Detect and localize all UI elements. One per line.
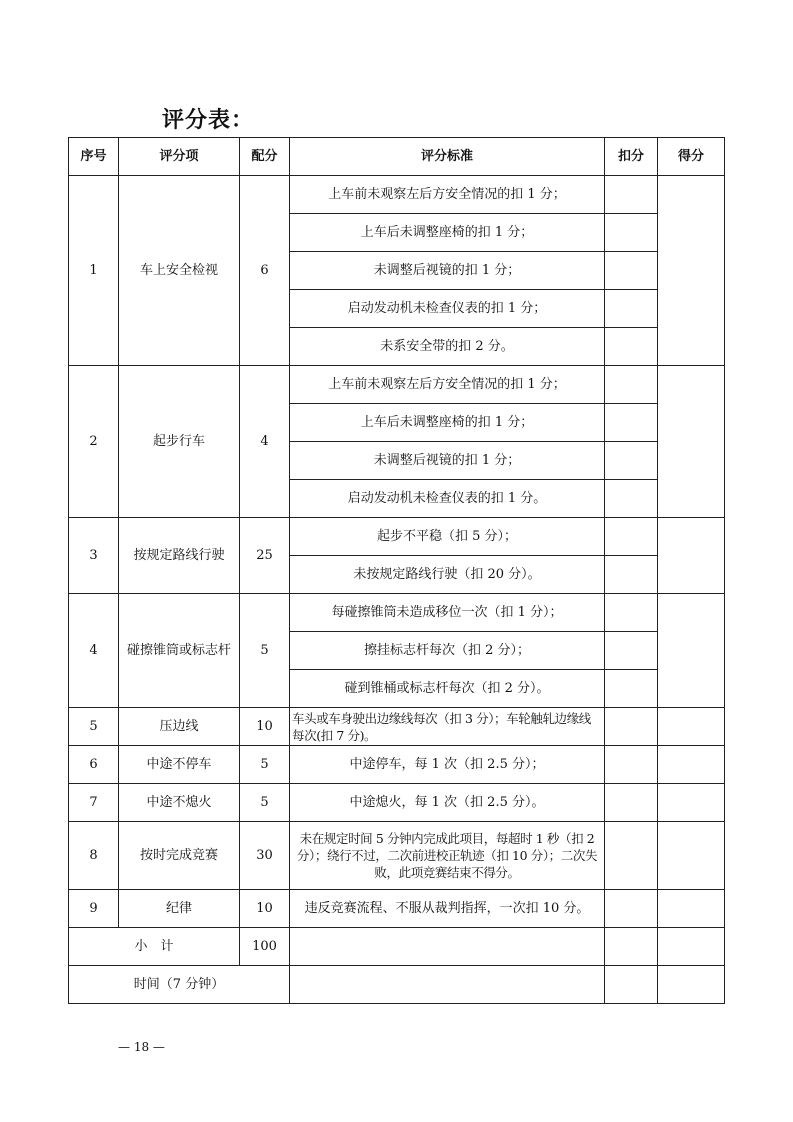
subtotal-label: 小 计 (69, 928, 240, 966)
points-cell: 10 (240, 708, 290, 746)
header-score: 得分 (658, 138, 725, 176)
table-row (69, 518, 725, 556)
points-cell: 5 (240, 594, 290, 708)
item-cell: 车上安全检视 (119, 176, 240, 366)
subtotal-deduction-cell[interactable] (605, 928, 658, 966)
score-cell[interactable] (658, 708, 725, 746)
score-cell[interactable] (658, 176, 725, 366)
criteria-cell: 碰到锥桶或标志杆每次（扣 2 分）。 (290, 670, 605, 708)
criteria-cell: 中途熄火，每 1 次（扣 2.5 分）。 (290, 784, 605, 822)
criteria-cell: 未调整后视镜的扣 1 分； (290, 252, 605, 290)
seq-cell: 4 (69, 594, 119, 708)
criteria-cell: 起步不平稳（扣 5 分）； (290, 518, 605, 556)
score-cell[interactable] (658, 890, 725, 928)
seq-cell: 9 (69, 890, 119, 928)
criteria-cell: 上车前未观察左后方安全情况的扣 1 分； (290, 366, 605, 404)
subtotal-score-cell[interactable] (658, 928, 725, 966)
header-deduction: 扣分 (605, 138, 658, 176)
seq-cell: 8 (69, 822, 119, 890)
time-deduction-cell[interactable] (605, 966, 658, 1004)
criteria-cell: 上车后未调整座椅的扣 1 分； (290, 404, 605, 442)
deduction-cell[interactable] (605, 328, 658, 366)
score-table (68, 137, 725, 1004)
points-cell: 4 (240, 366, 290, 518)
table-row (69, 594, 725, 632)
score-cell[interactable] (658, 746, 725, 784)
page-title: 评分表： (162, 108, 255, 133)
deduction-cell[interactable] (605, 404, 658, 442)
points-cell: 6 (240, 176, 290, 366)
criteria-cell: 上车后未调整座椅的扣 1 分； (290, 214, 605, 252)
criteria-cell: 违反竞赛流程、不服从裁判指挥，一次扣 10 分。 (290, 890, 605, 928)
score-cell[interactable] (658, 518, 725, 594)
item-cell: 按规定路线行驶 (119, 518, 240, 594)
seq-cell: 6 (69, 746, 119, 784)
points-cell: 5 (240, 784, 290, 822)
table-row (69, 746, 725, 784)
item-cell: 中途不熄火 (119, 784, 240, 822)
item-cell: 纪律 (119, 890, 240, 928)
deduction-cell[interactable] (605, 214, 658, 252)
item-cell: 起步行车 (119, 366, 240, 518)
item-cell: 按时完成竞赛 (119, 822, 240, 890)
deduction-cell[interactable] (605, 290, 658, 328)
criteria-cell: 启动发动机未检查仪表的扣 1 分。 (290, 480, 605, 518)
seq-cell: 3 (69, 518, 119, 594)
score-cell[interactable] (658, 784, 725, 822)
header-points: 配分 (240, 138, 290, 176)
header-row (69, 138, 725, 176)
points-cell: 25 (240, 518, 290, 594)
criteria-cell: 擦挂标志杆每次（扣 2 分）； (290, 632, 605, 670)
header-seq: 序号 (69, 138, 119, 176)
deduction-cell[interactable] (605, 442, 658, 480)
table-row (69, 784, 725, 822)
criteria-cell: 上车前未观察左后方安全情况的扣 1 分； (290, 176, 605, 214)
deduction-cell[interactable] (605, 784, 658, 822)
score-cell[interactable] (658, 594, 725, 708)
item-cell: 中途不停车 (119, 746, 240, 784)
criteria-cell: 未在规定时间 5 分钟内完成此项目，每超时 1 秒（扣 2 分）；绕行不过，二次前进校正轨迹（扣 10 分）；二次失败，此项竞赛结束不得分。 (290, 822, 605, 890)
seq-cell: 5 (69, 708, 119, 746)
points-cell: 5 (240, 746, 290, 784)
criteria-cell: 启动发动机未检查仪表的扣 1 分； (290, 290, 605, 328)
deduction-cell[interactable] (605, 670, 658, 708)
deduction-cell[interactable] (605, 746, 658, 784)
table-row (69, 708, 725, 746)
table-row (69, 176, 725, 214)
criteria-cell: 每碰擦锥筒未造成移位一次（扣 1 分）； (290, 594, 605, 632)
deduction-cell[interactable] (605, 556, 658, 594)
seq-cell: 2 (69, 366, 119, 518)
points-cell: 10 (240, 890, 290, 928)
points-cell: 30 (240, 822, 290, 890)
deduction-cell[interactable] (605, 252, 658, 290)
time-score-cell[interactable] (658, 966, 725, 1004)
time-label: 时间（7 分钟） (69, 966, 290, 1004)
subtotal-row (69, 928, 725, 966)
subtotal-points: 100 (240, 928, 290, 966)
deduction-cell[interactable] (605, 890, 658, 928)
table-row (69, 366, 725, 404)
criteria-cell: 中途停车，每 1 次（扣 2.5 分）； (290, 746, 605, 784)
time-criteria-cell (290, 966, 605, 1004)
criteria-cell: 未系安全带的扣 2 分。 (290, 328, 605, 366)
deduction-cell[interactable] (605, 480, 658, 518)
seq-cell: 7 (69, 784, 119, 822)
criteria-cell: 未调整后视镜的扣 1 分； (290, 442, 605, 480)
header-criteria: 评分标准 (290, 138, 605, 176)
page-number: — 18 — (118, 1040, 165, 1054)
subtotal-criteria-cell (290, 928, 605, 966)
criteria-cell: 车头或车身驶出边缘线每次（扣 3 分）；车轮触轧边缘线每次(扣 7 分)。 (290, 708, 605, 746)
table-row (69, 890, 725, 928)
score-cell[interactable] (658, 822, 725, 890)
item-cell: 碰擦锥筒或标志杆 (119, 594, 240, 708)
seq-cell: 1 (69, 176, 119, 366)
criteria-cell: 未按规定路线行驶（扣 20 分）。 (290, 556, 605, 594)
deduction-cell[interactable] (605, 632, 658, 670)
deduction-cell[interactable] (605, 594, 658, 632)
deduction-cell[interactable] (605, 822, 658, 890)
deduction-cell[interactable] (605, 518, 658, 556)
table-row (69, 822, 725, 890)
deduction-cell[interactable] (605, 708, 658, 746)
deduction-cell[interactable] (605, 176, 658, 214)
deduction-cell[interactable] (605, 366, 658, 404)
time-row (69, 966, 725, 1004)
item-cell: 压边线 (119, 708, 240, 746)
score-cell[interactable] (658, 366, 725, 518)
header-item: 评分项 (119, 138, 240, 176)
